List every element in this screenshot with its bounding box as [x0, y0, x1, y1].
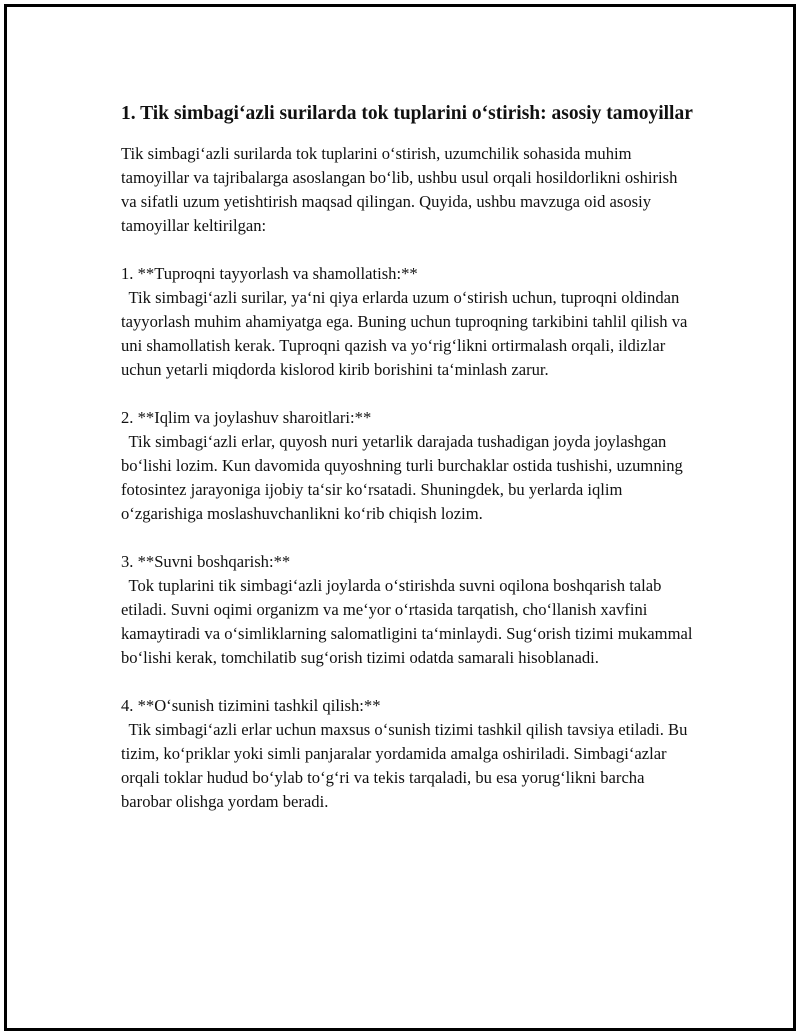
page-frame: [4, 4, 796, 1031]
section-heading: 3. **Suvni boshqarish:**: [121, 552, 291, 571]
section-heading: 1. **Tuproqni tayyorlash va shamollatish:**: [121, 264, 418, 283]
section-soil: [121, 262, 696, 382]
section-heading: 4. **O‘sunish tizimini tashkil qilish:**: [121, 696, 381, 715]
section-body: Tik simbagi‘azli erlar uchun maxsus o‘sunish tizimi tashkil qilish tavsiya etiladi. Bu tizim, ko‘priklar yoki simli panjaralar yordamida amalga oshiriladi. Simbagi‘azlar orqali toklar hudud bo‘ylab to‘g‘ri va tekis tarqaladi, bu esa yorug‘likni barcha barobar olishga yordam beradi.: [121, 720, 688, 811]
section-climate: [121, 406, 696, 526]
document-title: 1. Tik simbagi‘azli surilarda tok tuplarini o‘stirish: asosiy tamoyillar: [121, 103, 693, 124]
intro-paragraph: Tik simbagi‘azli surilarda tok tuplarini o‘stirish, uzumchilik sohasida muhim tamoyillar va tajribalarga asoslangan bo‘lib, ushbu usul orqali hosildorlikni oshirish va sifatli uzum yetishtirish maqsad qilingan. Quyida, ushbu mavzuga oid asosiy tamoyillar keltirilgan:: [121, 144, 678, 235]
section-body: Tik simbagi‘azli erlar, quyosh nuri yetarlik darajada tushadigan joyda joylashgan bo‘lishi lozim. Kun davomida quyoshning turli burchaklar ostida tushishi, uzumning fotosintez jarayoniga ijobiy ta‘sir ko‘rsatadi. Shuningdek, bu yerlarda iqlim o‘zgarishiga moslashuvchanlikni ko‘rib chiqish lozim.: [121, 432, 683, 523]
section-water: [121, 550, 696, 670]
section-body: Tok tuplarini tik simbagi‘azli joylarda o‘stirishda suvni oqilona boshqarish talab etiladi. Suvni oqimi organizm va me‘yor o‘rtasida tarqatish, cho‘llanish xavfini kamaytiradi va o‘simliklarning salomatligini ta‘minlaydi. Sug‘orish tizimi mukammal bo‘lishi kerak, tomchilatib sug‘orish tizimi odatda samarali hisoblanadi.: [121, 576, 693, 667]
section-heading: 2. **Iqlim va joylashuv sharoitlari:**: [121, 408, 372, 427]
document-body: [121, 100, 696, 838]
section-growth-system: [121, 694, 696, 814]
section-body: Tik simbagi‘azli surilar, ya‘ni qiya erlarda uzum o‘stirish uchun, tuproqni oldindan tayyorlash muhim ahamiyatga ega. Buning uchun tuproqning tarkibini tahlil qilish va uni shamollatish kerak. Tuproqni qazish va yo‘rig‘likni ortirmalash orqali, ildizlar uchun yetarli miqdorda kislorod kirib borishini ta‘minlash zarur.: [121, 288, 688, 379]
